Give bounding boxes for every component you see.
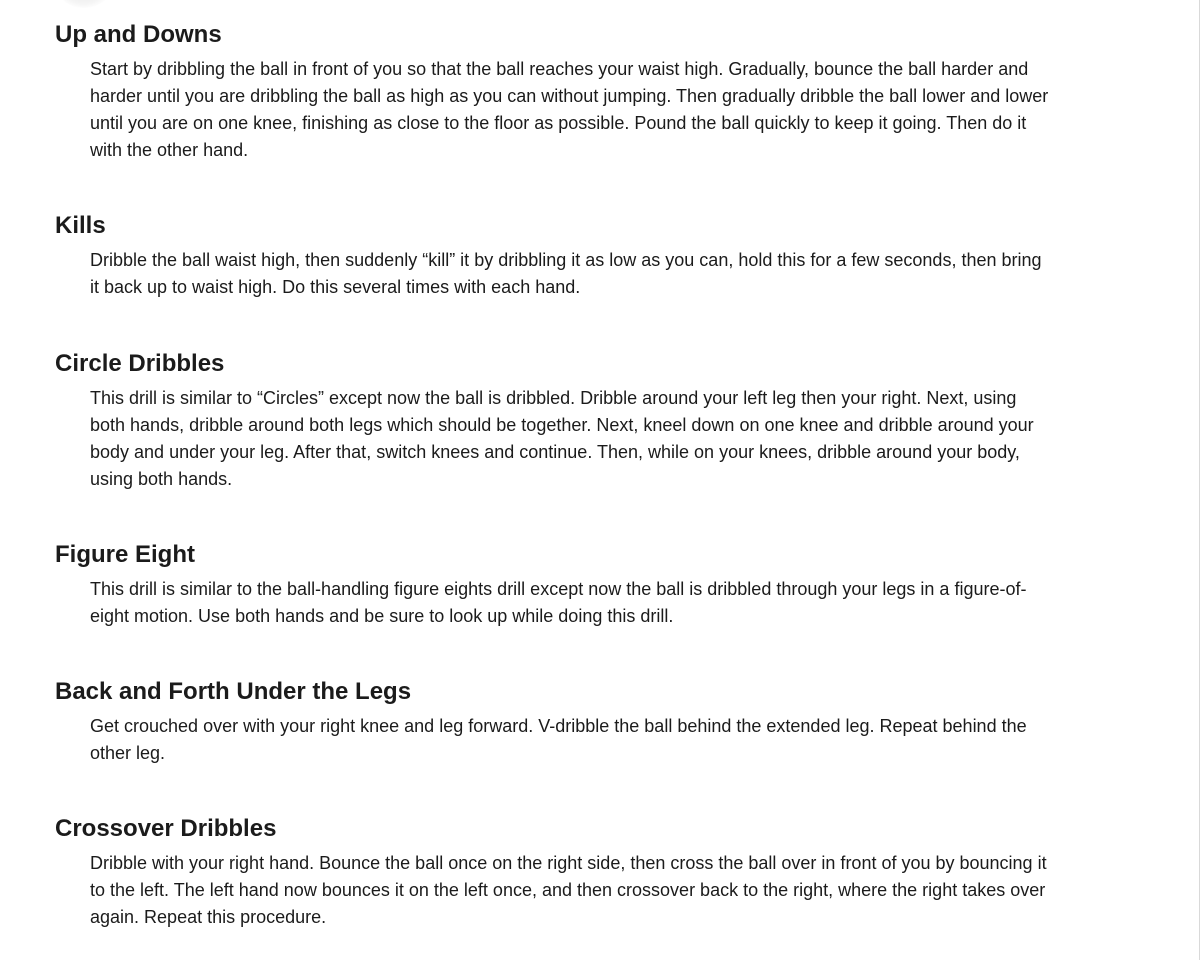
body-line: Get crouched over with your right knee and leg forward. V-dribble the ball behind the extended leg. Repeat behind the [90, 716, 1027, 736]
body-line: body and under your leg. After that, switch knees and continue. Then, while on your knees, dribble around your body, [90, 442, 1020, 462]
body-line: using both hands. [90, 469, 233, 489]
body-line: harder until you are dribbling the ball as high as you can without jumping. Then gradually dribble the ball lower and lower [90, 86, 1049, 106]
body-line: it back up to waist high. Do this several times with each hand. [90, 277, 581, 297]
section-body [90, 56, 1160, 164]
body-line: again. Repeat this procedure. [90, 907, 327, 927]
body-line: with the other hand. [90, 140, 249, 160]
section-body [90, 576, 1160, 630]
body-line: eight motion. Use both hands and be sure to look up while doing this drill. [90, 606, 674, 626]
section-heading: Figure Eight [55, 541, 195, 568]
body-line: Dribble with your right hand. Bounce the ball once on the right side, then cross the ball over in front of you by bouncing it [90, 853, 1047, 873]
section-heading: Back and Forth Under the Legs [55, 678, 412, 705]
body-line: other leg. [90, 743, 166, 763]
body-line: both hands, dribble around both legs which should be together. Next, kneel down on one knee and dribble around your [90, 415, 1034, 435]
body-line: Start by dribbling the ball in front of you so that the ball reaches your waist high. Gradually, bounce the ball harder and [90, 59, 1029, 79]
body-line: until you are on one knee, finishing as close to the floor as possible. Pound the ball quickly to keep it going. Then do it [90, 113, 1027, 133]
section-body [90, 713, 1160, 767]
section-body [90, 247, 1160, 301]
body-line: This drill is similar to “Circles” except now the ball is dribbled. Dribble around your left leg then your right. Next, using [90, 388, 1017, 408]
section-heading: Up and Downs [55, 21, 222, 48]
section-heading: Circle Dribbles [55, 350, 225, 377]
section-heading: Kills [55, 212, 106, 239]
section-heading: Crossover Dribbles [55, 815, 277, 842]
body-line: Dribble the ball waist high, then suddenly “kill” it by dribbling it as low as you can, hold this for a few seconds, then bring [90, 250, 1042, 270]
section-body [90, 850, 1160, 931]
page-corner-shadow [58, 0, 110, 8]
body-line: This drill is similar to the ball-handling figure eights drill except now the ball is dribbled through your legs in a figure-of- [90, 579, 1027, 599]
section-body [90, 385, 1160, 493]
body-line: to the left. The left hand now bounces it on the left once, and then crossover back to the right, where the right takes over [90, 880, 1046, 900]
